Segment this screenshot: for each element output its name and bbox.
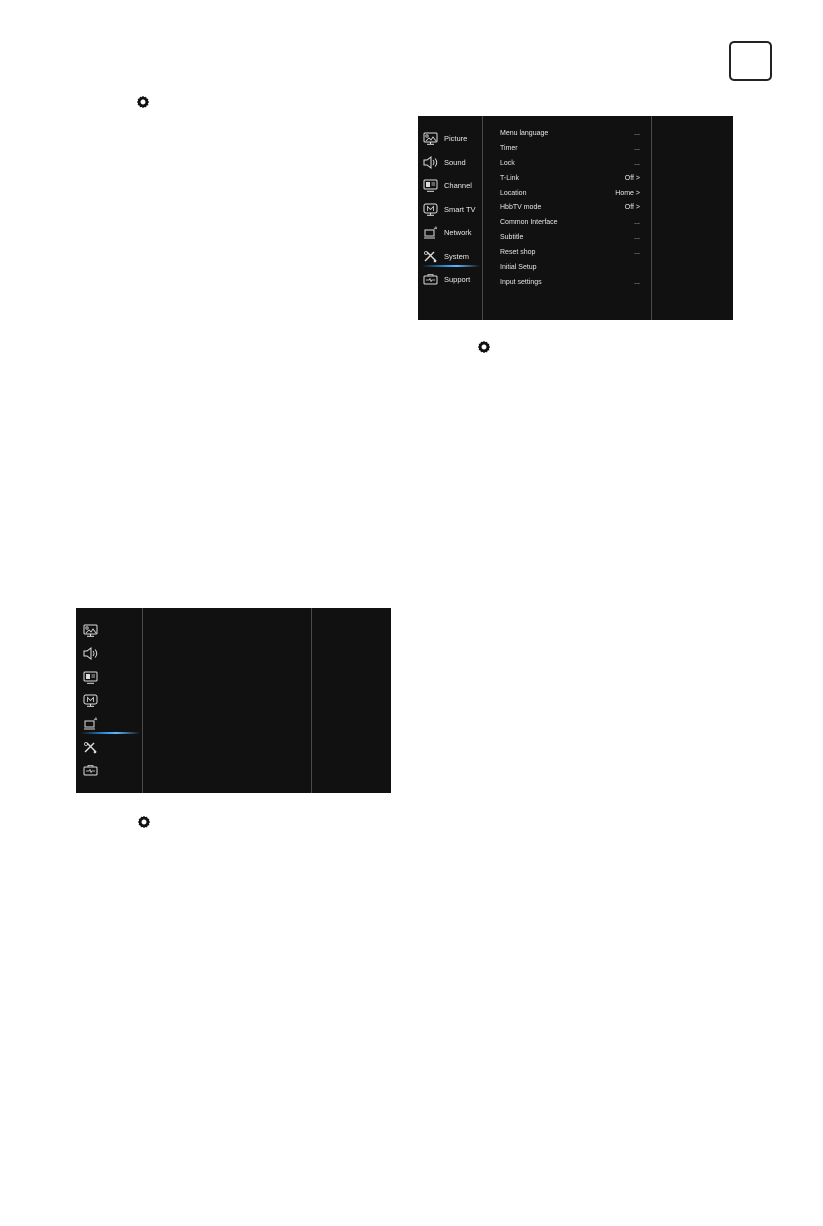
system-icon — [423, 250, 438, 263]
row-label: Timer — [500, 144, 518, 152]
support-icon — [83, 764, 98, 777]
sidebar-item-label: Sound — [444, 157, 466, 167]
menu-row-t-link[interactable] — [500, 171, 640, 186]
divider — [142, 608, 143, 793]
sidebar-item-network[interactable] — [418, 221, 482, 245]
row-label: Input settings — [500, 278, 542, 286]
tv-system-menu-screen — [418, 116, 733, 320]
row-value: ... — [634, 278, 640, 286]
row-label: Initial Setup — [500, 263, 537, 271]
row-value: ... — [634, 249, 640, 257]
sound-icon — [83, 647, 98, 660]
smart-tv-icon — [423, 203, 438, 216]
row-value: Off > — [624, 204, 640, 212]
menu-row-lock[interactable] — [500, 156, 640, 171]
sidebar-item-system[interactable] — [418, 245, 482, 269]
sidebar-item-system[interactable] — [76, 735, 142, 758]
sidebar-item-label: Support — [444, 275, 471, 285]
row-value: Home > — [615, 189, 640, 197]
menu-row-reset-shop[interactable] — [500, 245, 640, 260]
network-icon — [83, 717, 98, 730]
system-icon — [83, 741, 98, 754]
page-tab-marker — [729, 41, 772, 81]
divider — [311, 608, 312, 793]
sidebar-item-picture[interactable] — [418, 127, 482, 151]
row-label: HbbTV mode — [500, 204, 542, 212]
sidebar-item-sound[interactable] — [76, 642, 142, 665]
sidebar-item-label: Network — [444, 228, 472, 238]
sound-icon — [423, 156, 438, 169]
sidebar-item-label: Smart TV — [444, 204, 476, 214]
settings-gear-icon — [137, 815, 151, 829]
channel-icon — [83, 671, 98, 684]
row-label: Location — [500, 189, 527, 197]
picture-icon — [83, 624, 98, 637]
divider — [651, 116, 652, 320]
row-label: Reset shop — [500, 249, 536, 257]
row-label: Menu language — [500, 129, 549, 137]
row-label: Subtitle — [500, 234, 524, 242]
system-settings-list — [500, 126, 640, 290]
row-value: ... — [634, 234, 640, 242]
channel-icon — [423, 179, 438, 192]
row-value: ... — [634, 144, 640, 152]
row-value: ... — [634, 159, 640, 167]
tv-icon-menu-screen — [76, 608, 391, 793]
network-icon — [423, 226, 438, 239]
row-value: Off > — [624, 174, 640, 182]
sidebar-item-smart-tv[interactable] — [418, 198, 482, 222]
row-label: T-Link — [500, 174, 520, 182]
sidebar-item-label: System — [444, 251, 470, 261]
menu-row-hbbtv-mode[interactable] — [500, 200, 640, 215]
smart-tv-icon — [83, 694, 98, 707]
menu-row-location[interactable] — [500, 186, 640, 201]
menu-row-input-settings[interactable] — [500, 275, 640, 290]
sidebar-item-sound[interactable] — [418, 151, 482, 175]
support-icon — [423, 273, 438, 286]
menu-row-subtitle[interactable] — [500, 230, 640, 245]
menu-row-menu-language[interactable] — [500, 126, 640, 141]
row-value: ... — [634, 219, 640, 227]
sidebar-item-smart-tv[interactable] — [76, 689, 142, 712]
divider — [482, 116, 483, 320]
main-menu-sidebar — [76, 619, 142, 782]
row-label: Common Interface — [500, 219, 558, 227]
main-menu-sidebar — [418, 127, 482, 292]
menu-row-initial-setup[interactable] — [500, 260, 640, 275]
row-value: ... — [634, 129, 640, 137]
sidebar-item-support[interactable] — [76, 759, 142, 782]
sidebar-item-channel[interactable] — [418, 174, 482, 198]
settings-gear-icon — [477, 340, 491, 354]
menu-row-timer[interactable] — [500, 141, 640, 156]
sidebar-item-network[interactable] — [76, 712, 142, 735]
picture-icon — [423, 132, 438, 145]
sidebar-item-label: Picture — [444, 134, 468, 144]
sidebar-item-channel[interactable] — [76, 666, 142, 689]
sidebar-item-support[interactable] — [418, 268, 482, 292]
settings-gear-icon — [136, 95, 150, 109]
sidebar-item-picture[interactable] — [76, 619, 142, 642]
sidebar-item-label: Channel — [444, 181, 472, 191]
row-label: Lock — [500, 159, 515, 167]
menu-row-common-interface[interactable] — [500, 215, 640, 230]
